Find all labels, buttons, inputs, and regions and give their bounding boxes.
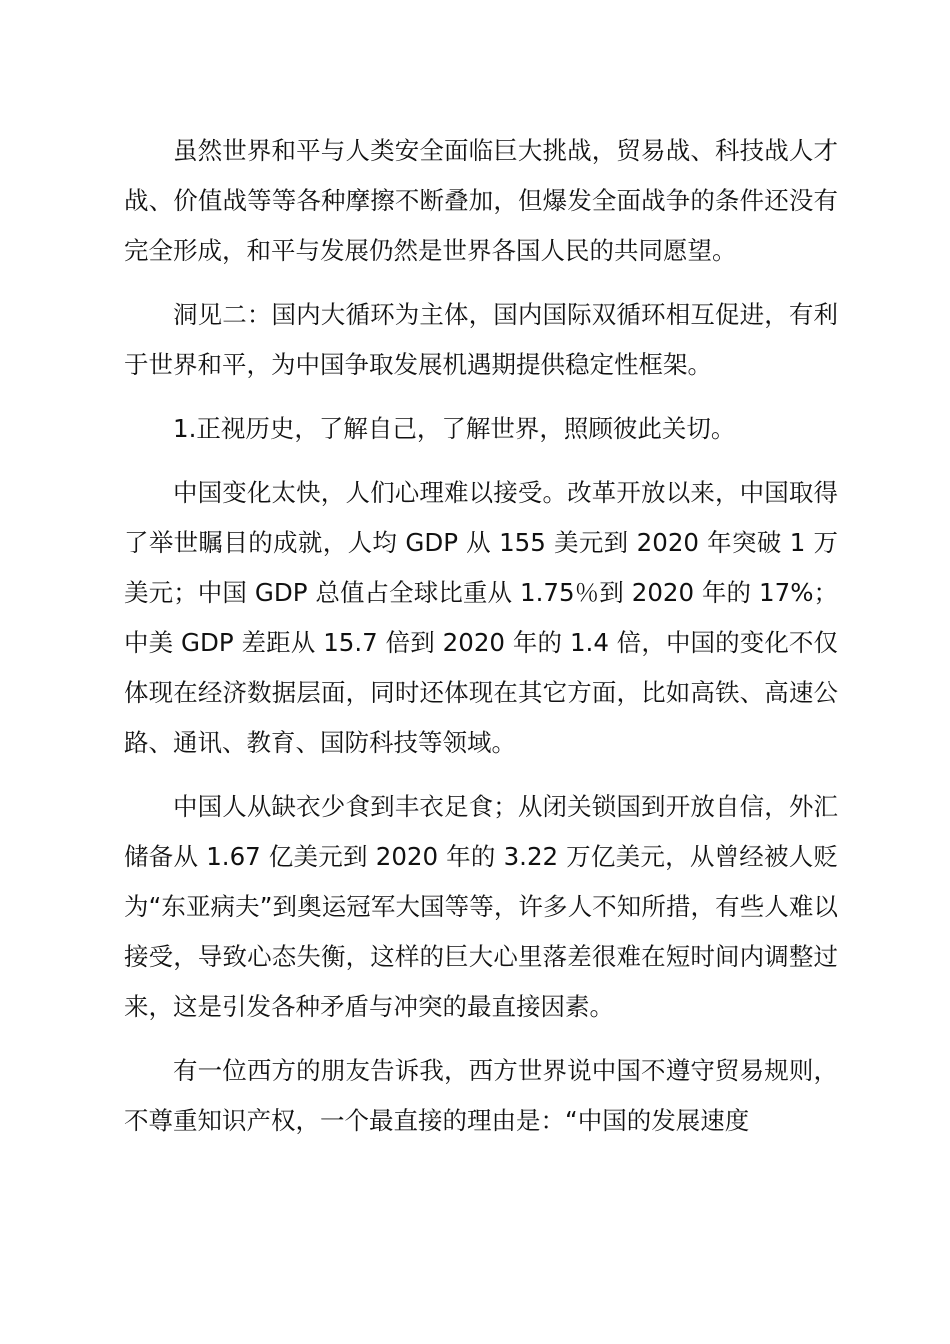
document-body	[124, 126, 838, 1160]
paragraph-6: 有一位西方的朋友告诉我，西方世界说中国不遵守贸易规则，不尊重知识产权，一个最直接的理由是：“中国的发展速度	[124, 1056, 838, 1135]
paragraph-5: 中国人从缺衣少食到丰衣足食；从闭关锁国到开放自信，外汇储备从 1.67 亿美元到 2020 年的 3.22 万亿美元，从曾经被人贬为“东亚病夫”到奥运冠军大国等等，许多人不知所措，有些人难以接受，导致心态失衡，这样的巨大心里落差很难在短时间内调整过来，这是引发各种矛盾与冲突的最直接因素。	[124, 792, 838, 1021]
paragraph-3: 1.正视历史，了解自己，了解世界，照顾彼此关切。	[173, 414, 736, 443]
paragraph-2: 洞见二：国内大循环为主体，国内国际双循环相互促进，有利于世界和平，为中国争取发展机遇期提供稳定性框架。	[124, 300, 838, 379]
paragraph-4: 中国变化太快，人们心理难以接受。改革开放以来，中国取得了举世瞩目的成就，人均 GDP 从 155 美元到 2020 年突破 1 万美元；中国 GDP 总值占全球比重从 1.75％到 2020 年的 17%；中美 GDP 差距从 15.7 倍到 2020 年的 1.4 倍，中国的变化不仅体现在经济数据层面，同时还体现在其它方面，比如高铁、高速公路、通讯、教育、国防科技等领域。	[124, 478, 838, 757]
paragraph-1: 虽然世界和平与人类安全面临巨大挑战，贸易战、科技战人才战、价值战等等各种摩擦不断叠加，但爆发全面战争的条件还没有完全形成，和平与发展仍然是世界各国人民的共同愿望。	[124, 136, 838, 265]
